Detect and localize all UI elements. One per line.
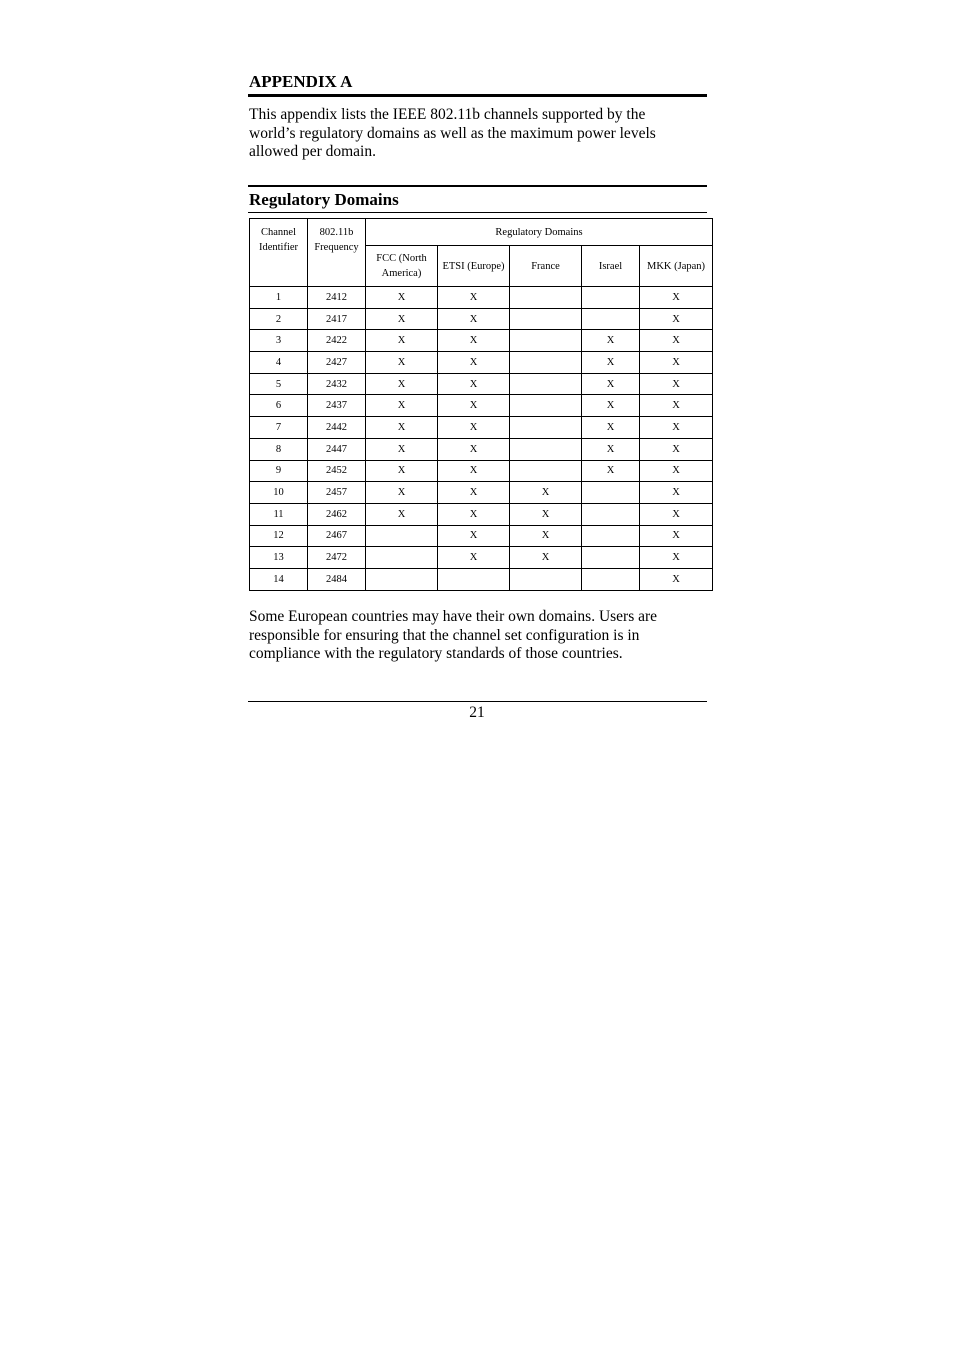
domain-support-cell: X bbox=[582, 395, 640, 417]
domain-support-cell: X bbox=[438, 330, 510, 352]
domain-support-cell: X bbox=[582, 330, 640, 352]
domain-support-cell: X bbox=[366, 395, 438, 417]
domain-support-cell bbox=[366, 547, 438, 569]
domain-support-cell: X bbox=[438, 547, 510, 569]
domain-support-cell: X bbox=[366, 373, 438, 395]
domain-support-cell bbox=[582, 568, 640, 590]
domain-support-cell: X bbox=[438, 438, 510, 460]
page-number: 21 bbox=[469, 704, 485, 721]
domain-support-cell bbox=[582, 308, 640, 330]
domain-support-cell: X bbox=[438, 308, 510, 330]
domain-support-cell: X bbox=[438, 482, 510, 504]
header-domain-etsi: ETSI (Europe) bbox=[438, 246, 510, 287]
domain-support-cell: X bbox=[366, 308, 438, 330]
table-body bbox=[250, 287, 713, 591]
domain-support-cell bbox=[582, 525, 640, 547]
domain-support-cell: X bbox=[640, 503, 713, 525]
channel-cell: 13 bbox=[250, 547, 308, 569]
domain-support-cell: X bbox=[640, 460, 713, 482]
domain-support-cell: X bbox=[438, 417, 510, 439]
channel-cell: 9 bbox=[250, 460, 308, 482]
section-title: Regulatory Domains bbox=[249, 190, 399, 209]
domain-support-cell: X bbox=[640, 352, 713, 374]
domain-support-cell: X bbox=[640, 525, 713, 547]
channel-cell: 6 bbox=[250, 395, 308, 417]
channel-cell: 2 bbox=[250, 308, 308, 330]
domain-support-cell bbox=[510, 438, 582, 460]
channel-cell: 7 bbox=[250, 417, 308, 439]
domain-support-cell: X bbox=[438, 352, 510, 374]
frequency-cell: 2447 bbox=[308, 438, 366, 460]
section-rule-bottom bbox=[248, 212, 707, 213]
table-row bbox=[250, 503, 713, 525]
domain-support-cell: X bbox=[438, 460, 510, 482]
frequency-cell: 2452 bbox=[308, 460, 366, 482]
frequency-cell: 2422 bbox=[308, 330, 366, 352]
table-row bbox=[250, 460, 713, 482]
domain-support-cell bbox=[510, 417, 582, 439]
frequency-cell: 2484 bbox=[308, 568, 366, 590]
channel-cell: 1 bbox=[250, 287, 308, 309]
domain-support-cell bbox=[510, 352, 582, 374]
table-row bbox=[250, 525, 713, 547]
header-frequency: 802.11b Frequency bbox=[308, 219, 366, 287]
domain-support-cell bbox=[510, 287, 582, 309]
frequency-cell: 2472 bbox=[308, 547, 366, 569]
domain-support-cell: X bbox=[640, 330, 713, 352]
appendix-heading: APPENDIX A bbox=[249, 72, 353, 91]
domain-support-cell: X bbox=[366, 417, 438, 439]
header-domain-france: France bbox=[510, 246, 582, 287]
footer-rule bbox=[248, 701, 707, 702]
domain-support-cell: X bbox=[640, 482, 713, 504]
frequency-cell: 2427 bbox=[308, 352, 366, 374]
domain-support-cell: X bbox=[510, 482, 582, 504]
regulatory-domains-table bbox=[249, 218, 713, 591]
header-channel-identifier: Channel Identifier bbox=[250, 219, 308, 287]
domain-support-cell bbox=[366, 568, 438, 590]
domain-support-cell: X bbox=[640, 308, 713, 330]
header-regulatory-domains: Regulatory Domains bbox=[366, 219, 713, 246]
domain-support-cell: X bbox=[640, 373, 713, 395]
table-row bbox=[250, 438, 713, 460]
domain-support-cell: X bbox=[582, 438, 640, 460]
domain-support-cell bbox=[582, 482, 640, 504]
domain-support-cell: X bbox=[438, 525, 510, 547]
domain-support-cell bbox=[438, 568, 510, 590]
domain-support-cell: X bbox=[640, 547, 713, 569]
domain-support-cell bbox=[510, 460, 582, 482]
table-row bbox=[250, 417, 713, 439]
domain-support-cell bbox=[510, 330, 582, 352]
domain-support-cell: X bbox=[438, 395, 510, 417]
table-row bbox=[250, 287, 713, 309]
frequency-cell: 2437 bbox=[308, 395, 366, 417]
table-row bbox=[250, 395, 713, 417]
domain-support-cell: X bbox=[640, 395, 713, 417]
frequency-cell: 2442 bbox=[308, 417, 366, 439]
frequency-cell: 2417 bbox=[308, 308, 366, 330]
frequency-cell: 2462 bbox=[308, 503, 366, 525]
section-rule-top bbox=[248, 185, 707, 187]
header-domain-israel: Israel bbox=[582, 246, 640, 287]
domain-support-cell bbox=[510, 395, 582, 417]
frequency-cell: 2457 bbox=[308, 482, 366, 504]
domain-support-cell: X bbox=[366, 330, 438, 352]
domain-support-cell: X bbox=[438, 503, 510, 525]
channel-cell: 10 bbox=[250, 482, 308, 504]
frequency-cell: 2432 bbox=[308, 373, 366, 395]
domain-support-cell: X bbox=[438, 287, 510, 309]
table-row bbox=[250, 373, 713, 395]
domain-support-cell: X bbox=[510, 547, 582, 569]
table-row bbox=[250, 308, 713, 330]
channel-cell: 4 bbox=[250, 352, 308, 374]
domain-support-cell: X bbox=[640, 568, 713, 590]
domain-support-cell bbox=[510, 568, 582, 590]
domain-support-cell: X bbox=[582, 352, 640, 374]
domain-support-cell: X bbox=[510, 503, 582, 525]
header-domain-fcc: FCC (North America) bbox=[366, 246, 438, 287]
domain-support-cell: X bbox=[640, 417, 713, 439]
domain-support-cell: X bbox=[438, 373, 510, 395]
domain-support-cell bbox=[582, 503, 640, 525]
domain-support-cell: X bbox=[640, 287, 713, 309]
channel-cell: 3 bbox=[250, 330, 308, 352]
frequency-cell: 2467 bbox=[308, 525, 366, 547]
channel-cell: 11 bbox=[250, 503, 308, 525]
frequency-cell: 2412 bbox=[308, 287, 366, 309]
channel-cell: 5 bbox=[250, 373, 308, 395]
domain-support-cell: X bbox=[640, 438, 713, 460]
table-row bbox=[250, 547, 713, 569]
domain-support-cell bbox=[510, 373, 582, 395]
channel-cell: 12 bbox=[250, 525, 308, 547]
channel-cell: 14 bbox=[250, 568, 308, 590]
header-domain-mkk: MKK (Japan) bbox=[640, 246, 713, 287]
domain-support-cell: X bbox=[510, 525, 582, 547]
domain-support-cell: X bbox=[582, 373, 640, 395]
domain-support-cell: X bbox=[366, 287, 438, 309]
channel-cell: 8 bbox=[250, 438, 308, 460]
domain-support-cell: X bbox=[366, 503, 438, 525]
domain-support-cell bbox=[510, 308, 582, 330]
domain-support-cell bbox=[582, 287, 640, 309]
table-row bbox=[250, 568, 713, 590]
domain-support-cell: X bbox=[366, 352, 438, 374]
heading-rule bbox=[248, 94, 707, 97]
intro-paragraph: This appendix lists the IEEE 802.11b channels supported by the world’s regulatory domains as well as the maximum power levels allowed per domain. bbox=[249, 106, 656, 161]
domain-support-cell: X bbox=[582, 417, 640, 439]
table-row bbox=[250, 482, 713, 504]
table-row bbox=[250, 352, 713, 374]
table-row bbox=[250, 330, 713, 352]
outro-paragraph: Some European countries may have their own domains. Users are responsible for ensuring that the channel set configuration is in compliance with the regulatory standards of those countries. bbox=[249, 608, 658, 663]
domain-support-cell: X bbox=[366, 482, 438, 504]
domain-support-cell bbox=[582, 547, 640, 569]
domain-support-cell bbox=[366, 525, 438, 547]
domain-support-cell: X bbox=[366, 438, 438, 460]
domain-support-cell: X bbox=[582, 460, 640, 482]
domain-support-cell: X bbox=[366, 460, 438, 482]
